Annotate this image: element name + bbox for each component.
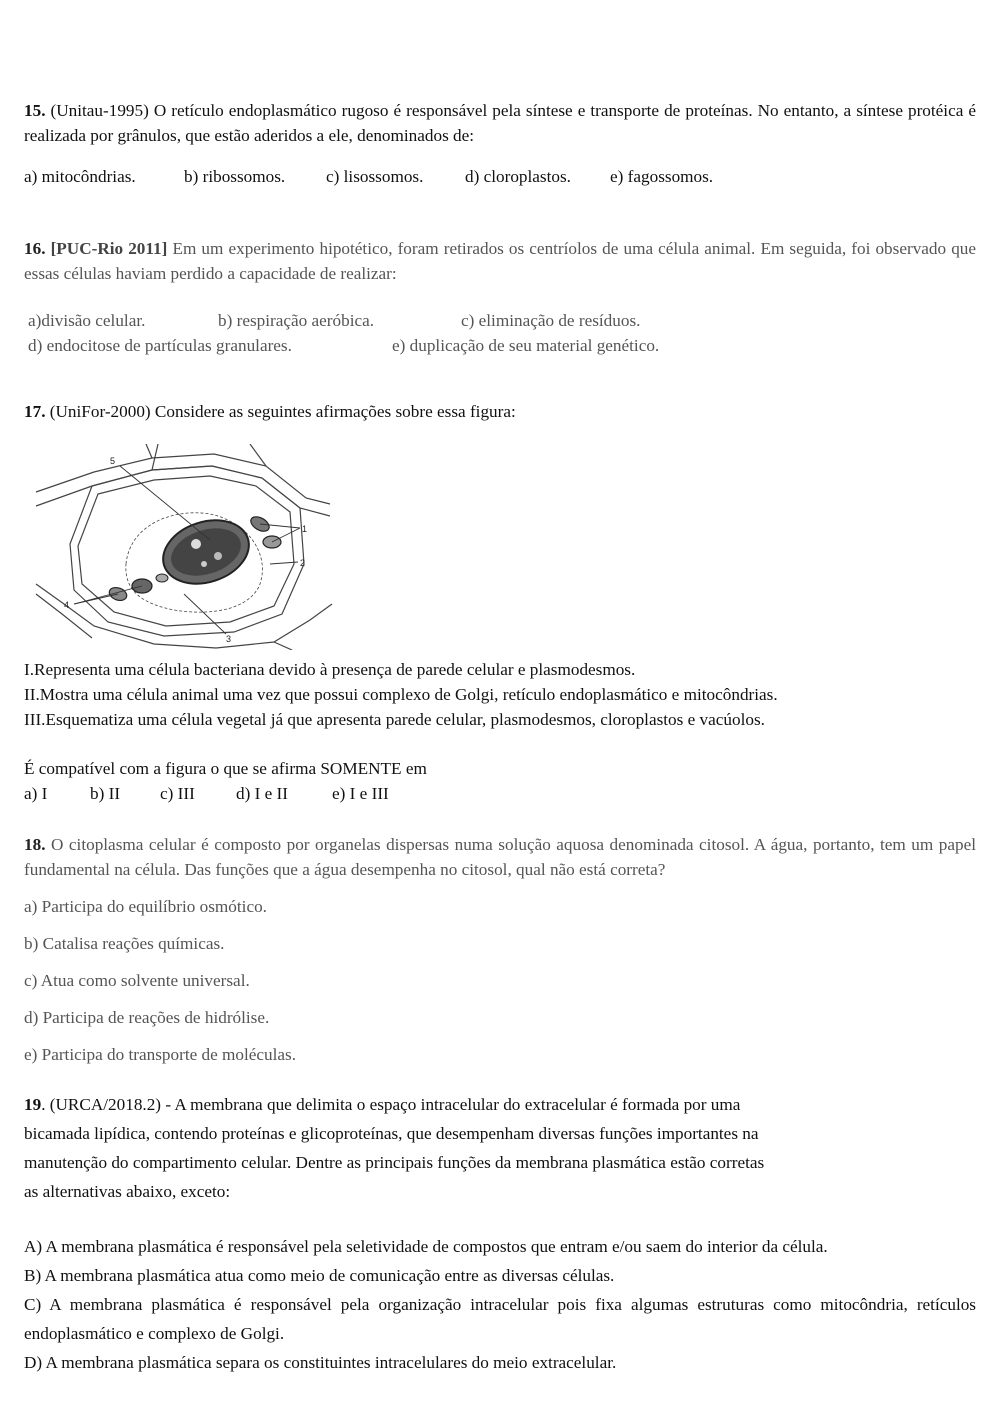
question-text: O citoplasma celular é composto por organelas dispersas numa solução aquosa denominada citosol. A água, portanto, tem um papel fundamental na célula. Das funções que a água desempenha no citosol, qual não está correta? <box>24 835 976 879</box>
figure-label-3: 3 <box>226 634 232 644</box>
question-number: 17. <box>24 402 46 421</box>
option-a[interactable]: a) Participa do equilíbrio osmótico. <box>24 897 267 916</box>
question-19-stem-line-2: bicamada lipídica, contendo proteínas e glicoproteínas, que desempenham diversas funções importantes na <box>24 1124 759 1143</box>
option-e[interactable]: e) I e III <box>332 784 389 803</box>
question-text: . (URCA/2018.2) - A membrana que delimita o espaço intracelular do extracelular é formada por uma <box>41 1095 741 1114</box>
question-16-options-row2 <box>24 333 976 358</box>
question-15 <box>24 98 976 189</box>
option-c[interactable]: c) III <box>160 784 195 803</box>
question-source: [PUC-Rio 2011] <box>50 239 168 258</box>
option-d[interactable]: d) I e II <box>236 784 289 803</box>
question-number: 19 <box>24 1095 42 1114</box>
option-a[interactable]: a) mitocôndrias. <box>24 167 136 186</box>
figure-label-5: 5 <box>110 456 116 466</box>
question-19 <box>24 1090 976 1377</box>
question-17-stem <box>24 399 976 424</box>
question-16-stem <box>24 236 976 286</box>
option-b[interactable]: b) respiração aeróbica. <box>218 311 375 330</box>
option-a[interactable]: A) A membrana plasmática é responsável pela seletividade de compostos que entram e/ou saem do interior da célula. <box>24 1237 828 1256</box>
option-e[interactable]: e) fagossomos. <box>610 167 714 186</box>
figure-label-4: 4 <box>64 600 70 610</box>
option-b[interactable]: b) II <box>90 784 121 803</box>
statement-3: III.Esquematiza uma célula vegetal já que apresenta parede celular, plasmodesmos, cloroplastos e vacúolos. <box>24 710 765 729</box>
question-text: Em um experimento hipotético, foram retirados os centríolos de uma célula animal. Em seguida, foi observado que essas células haviam perdido a capacidade de realizar: <box>24 239 977 283</box>
question-number: 18. <box>24 835 46 854</box>
option-a[interactable]: a) I <box>24 784 48 803</box>
figure-label-1: 1 <box>302 524 308 534</box>
option-a[interactable]: a)divisão celular. <box>28 311 146 330</box>
question-18-stem <box>24 832 976 882</box>
question-text: (Unitau-1995) O retículo endoplasmático rugoso é responsável pela síntese e transporte de proteínas. No entanto, a síntese protéica é realizada por grânulos, que estão aderidos a ele, denominados de: <box>24 101 976 145</box>
question-16-options-row1 <box>24 308 976 333</box>
option-e[interactable]: e) duplicação de seu material genético. <box>392 336 660 355</box>
option-c[interactable]: c) Atua como solvente universal. <box>24 971 250 990</box>
option-d[interactable]: d) endocitose de partículas granulares. <box>28 336 292 355</box>
option-b[interactable]: b) ribossomos. <box>184 167 286 186</box>
question-15-stem <box>24 98 976 148</box>
option-b[interactable]: B) A membrana plasmática atua como meio de comunicação entre as diversas células. <box>24 1266 615 1285</box>
option-b[interactable]: b) Catalisa reações químicas. <box>24 934 225 953</box>
option-e[interactable]: e) Participa do transporte de moléculas. <box>24 1045 297 1064</box>
cell-diagram <box>34 444 334 650</box>
question-text: (UniFor-2000) Considere as seguintes afirmações sobre essa figura: <box>49 402 516 421</box>
option-d[interactable]: d) cloroplastos. <box>465 167 571 186</box>
statement-1: I.Representa uma célula bacteriana devido à presença de parede celular e plasmodesmos. <box>24 660 636 679</box>
question-17 <box>24 399 976 424</box>
option-c[interactable]: c) lisossomos. <box>326 167 424 186</box>
option-d[interactable]: D) A membrana plasmática separa os constituintes intracelulares do meio extracelular. <box>24 1353 617 1372</box>
question-19-stem-line-4: as alternativas abaixo, exceto: <box>24 1182 231 1201</box>
statement-2: II.Mostra uma célula animal uma vez que possui complexo de Golgi, retículo endoplasmático e mitocôndrias. <box>24 685 778 704</box>
question-16 <box>24 236 976 358</box>
question-19-stem-line-3: manutenção do compartimento celular. Dentre as principais funções da membrana plasmática estão corretas <box>24 1153 765 1172</box>
option-d[interactable]: d) Participa de reações de hidrólise. <box>24 1008 270 1027</box>
question-17-options <box>24 781 976 806</box>
question-number: 16. <box>24 239 46 258</box>
question-15-options <box>24 164 976 189</box>
question-number: 15. <box>24 101 46 120</box>
question-17-prompt: É compatível com a figura o que se afirma SOMENTE em <box>24 759 427 778</box>
question-17-body <box>24 657 976 806</box>
figure-label-2: 2 <box>300 558 306 568</box>
option-c[interactable]: C) A membrana plasmática é responsável pela organização intracelular pois fixa algumas estruturas como mitocôndria, retículos endoplasmático e complexo de Golgi. <box>24 1295 976 1343</box>
option-c[interactable]: c) eliminação de resíduos. <box>461 311 641 330</box>
question-18 <box>24 832 976 1067</box>
question-19-stem-line-1 <box>24 1090 976 1119</box>
plant-cell-figure <box>34 444 334 650</box>
